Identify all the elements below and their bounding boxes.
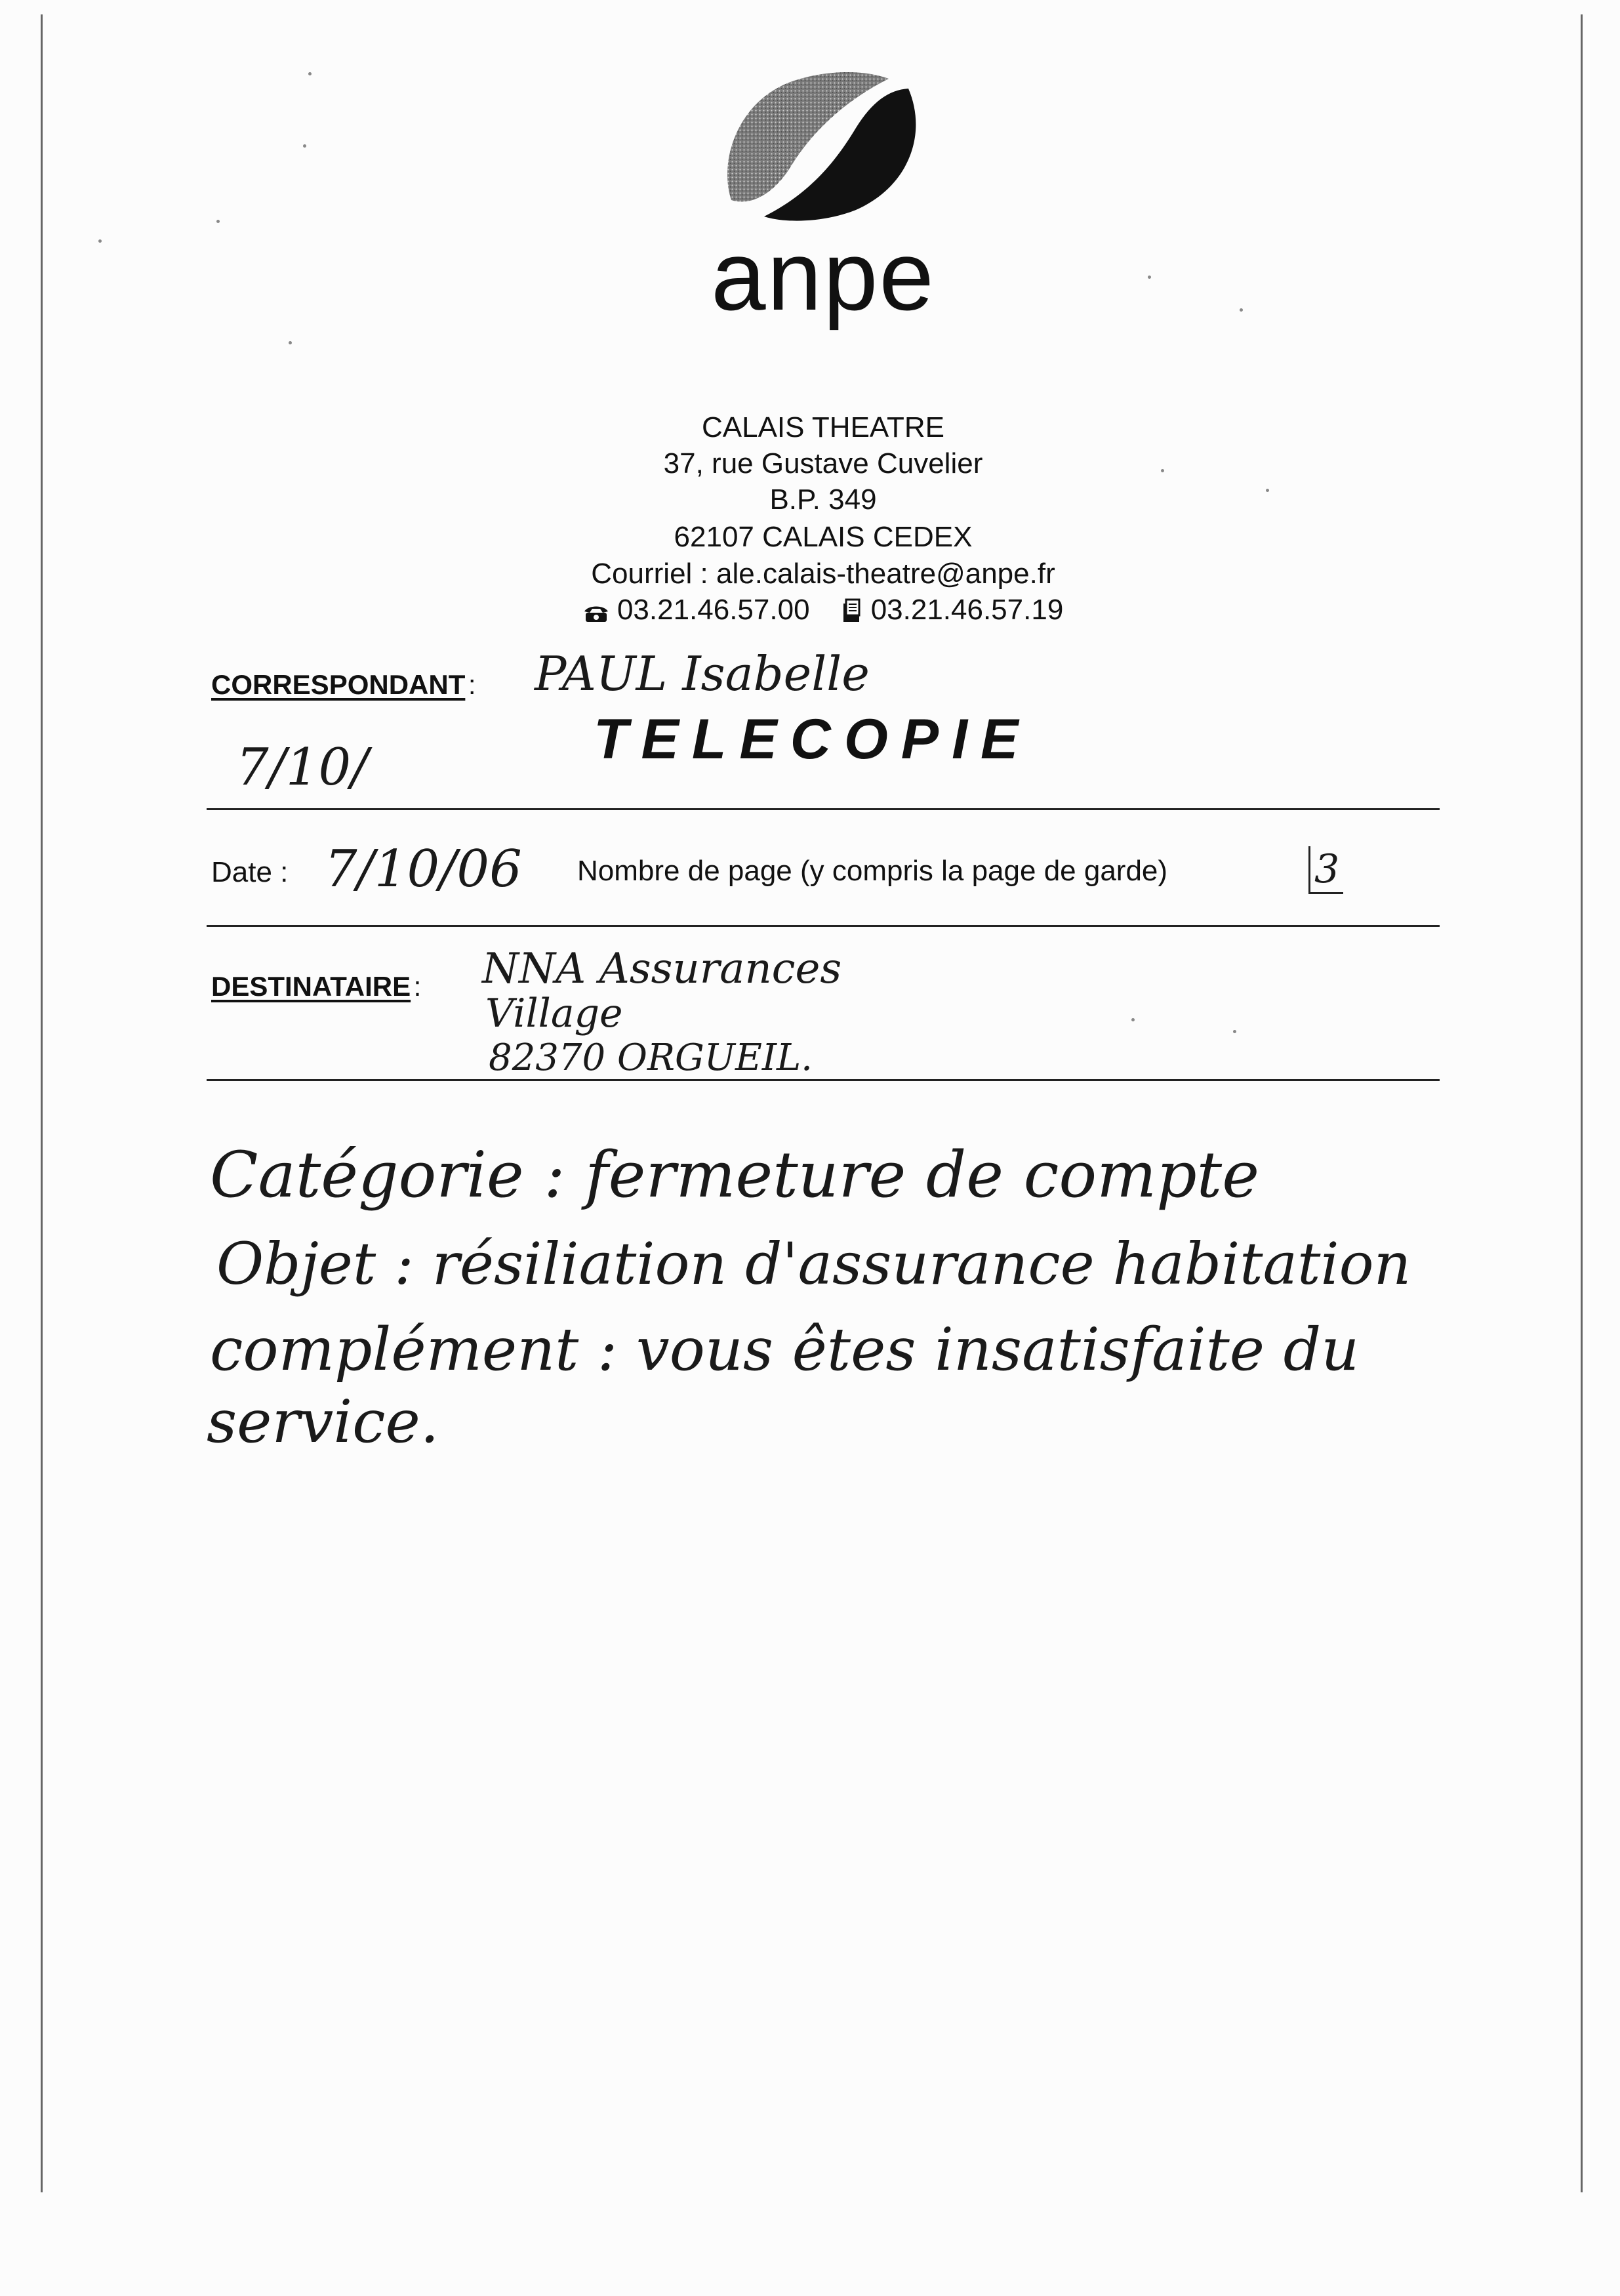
recipient-line-2: Village xyxy=(485,991,623,1036)
scan-speck xyxy=(303,144,306,148)
recipient-colon: : xyxy=(413,971,422,1002)
document-title: TELECOPIE xyxy=(594,708,1032,771)
anpe-logo-mark xyxy=(712,62,928,223)
divider-middle xyxy=(207,925,1440,927)
agency-name: CALAIS THEATRE xyxy=(701,411,945,443)
divider-top xyxy=(207,808,1440,810)
scan-speck xyxy=(1131,1018,1135,1021)
correspondent-name: PAUL Isabelle xyxy=(535,646,870,701)
scan-speck xyxy=(1233,1030,1236,1033)
correspondent-reference: 7/10/ xyxy=(236,738,369,797)
fax-number: 03.21.46.57.19 xyxy=(870,594,1064,626)
message-line-4: service. xyxy=(207,1387,439,1456)
brand-wordmark: anpe xyxy=(711,220,935,331)
scan-speck xyxy=(308,72,312,75)
recipient-line-1: NNA Assurances xyxy=(482,945,842,993)
agency-po-box: B.P. 349 xyxy=(769,483,877,516)
recipient-label: DESTINATAIRE xyxy=(211,971,411,1002)
message-line-3: complément : vous êtes insatisfaite du xyxy=(210,1315,1360,1384)
telephone-icon xyxy=(583,604,609,623)
agency-email: Courriel : ale.calais-theatre@anpe.fr xyxy=(591,558,1055,590)
phone-number: 03.21.46.57.00 xyxy=(617,594,810,626)
agency-street: 37, rue Gustave Cuvelier xyxy=(663,447,983,480)
scan-speck xyxy=(1161,469,1164,472)
page-count-value: 3 xyxy=(1308,846,1343,894)
date-value: 7/10/06 xyxy=(325,840,522,899)
left-page-edge xyxy=(41,14,43,2192)
recipient-row xyxy=(211,971,421,1002)
correspondent-colon: : xyxy=(468,669,476,700)
correspondent-row xyxy=(211,669,476,701)
scan-speck xyxy=(1148,276,1151,279)
agency-city: 62107 CALAIS CEDEX xyxy=(674,521,973,553)
scan-speck xyxy=(289,341,292,344)
recipient-line-3: 82370 ORGUEIL. xyxy=(489,1036,813,1079)
fax-icon xyxy=(841,598,862,623)
message-line-1: Catégorie : fermeture de compte xyxy=(210,1138,1260,1212)
scan-speck xyxy=(1240,308,1243,312)
scan-speck xyxy=(98,239,102,243)
date-label: Date : xyxy=(211,856,289,888)
correspondent-label: CORRESPONDANT xyxy=(211,669,466,700)
right-page-edge xyxy=(1581,14,1583,2192)
divider-bottom xyxy=(207,1079,1440,1081)
page-count-label: Nombre de page (y compris la page de garde) xyxy=(577,855,1168,887)
scan-speck xyxy=(1266,489,1269,492)
scan-speck xyxy=(216,220,220,223)
message-line-2: Objet : résiliation d'assurance habitation xyxy=(216,1230,1411,1298)
agency-contact-numbers xyxy=(482,592,1164,628)
